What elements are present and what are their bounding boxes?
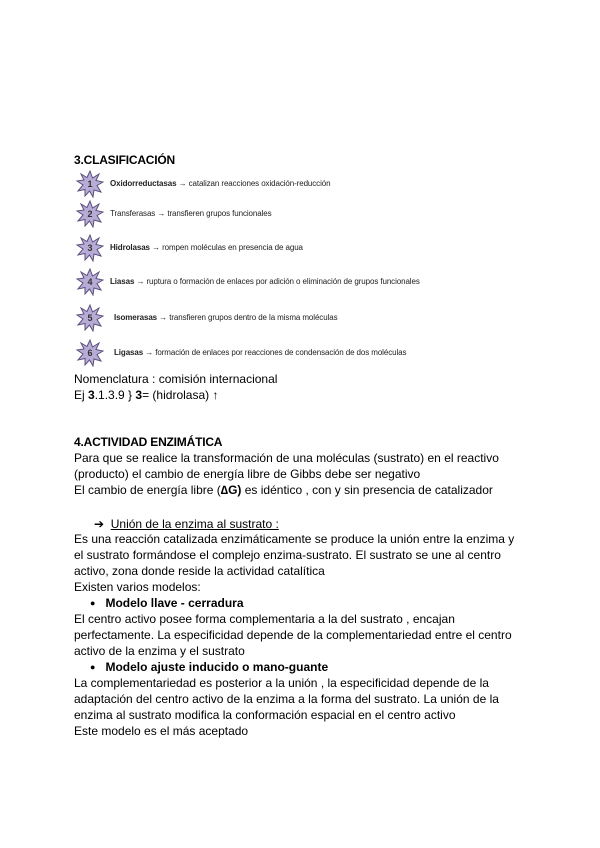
- star-badge-1-icon: 1: [76, 170, 104, 198]
- class-name: Oxidorreductasas: [110, 179, 177, 188]
- paragraph-line: activo de la enzima y el sustrato: [74, 644, 245, 658]
- class-name: Ligasas: [114, 348, 144, 357]
- arrow-item: [94, 516, 279, 532]
- section-3-title: 3.CLASIFICACIÓN: [74, 153, 176, 167]
- example-line: Ej 3.1.3.9 } 3= (hidrolasa) ↑: [74, 388, 219, 402]
- paragraph-line: perfectamente. La especificidad depende de la complementariedad entre el centro: [74, 628, 512, 642]
- class-name: Liasas: [110, 277, 135, 286]
- star-badge-3-icon: 3: [76, 234, 104, 262]
- star-badge-4-icon: 4: [76, 268, 104, 296]
- star-badge-2-icon: 2: [76, 200, 104, 228]
- bullet-icon: ●: [90, 662, 96, 672]
- paragraph-line: El centro activo posee forma complementaria a la del sustrato , encajan: [74, 612, 455, 626]
- paragraph-line: (producto) el cambio de energía libre de Gibbs debe ser negativo: [74, 467, 421, 481]
- paragraph-line: adaptación del centro activo de la enzima a la forma del sustrato. La unión de la: [74, 692, 499, 706]
- class-desc: → formación de enlaces por reacciones de condensación de dos moléculas: [145, 348, 407, 357]
- class-name: Isomerasas: [114, 313, 158, 322]
- class-name: Transferasas: [110, 209, 156, 218]
- class-desc: → ruptura o formación de enlaces por adición o eliminación de grupos funcionales: [136, 277, 420, 286]
- paragraph-line: enzima al sustrato modifica la conformación espacial en el centro activo: [74, 708, 456, 722]
- paragraph-line: La complementariedad es posterior a la unión , la especificidad depende de la: [74, 676, 489, 690]
- bullet-model-1: [90, 595, 244, 611]
- model-1-title: Modelo llave - cerradura: [105, 596, 244, 610]
- paragraph-line: el sustrato formándose el complejo enzima-sustrato. El sustrato se une al centro: [74, 548, 501, 562]
- paragraph-line: activo, zona donde reside la actividad catalítica: [74, 564, 325, 578]
- star-badge-6-icon: 6: [76, 339, 104, 367]
- arrow-right-icon: ➔: [94, 517, 105, 531]
- paragraph-line: Este modelo es el más aceptado: [74, 724, 249, 738]
- bullet-icon: ●: [90, 598, 96, 608]
- class-name: Hidrolasas: [110, 243, 150, 252]
- paragraph-line: Para que se realice la transformación de una moléculas (sustrato) en el reactivo: [74, 451, 499, 465]
- class-desc: → transfieren grupos funcionales: [157, 209, 272, 218]
- arrow-up-icon: ↑: [212, 388, 219, 402]
- paragraph-line: Es una reacción catalizada enzimáticamente se produce la unión entre la enzima y: [74, 532, 515, 546]
- paragraph-line: Existen varios modelos:: [74, 580, 201, 594]
- section-4-title: 4.ACTIVIDAD ENZIMÁTICA: [74, 435, 223, 449]
- bullet-model-2: [90, 659, 328, 675]
- union-title: Unión de la enzima al sustrato :: [110, 517, 279, 531]
- class-desc: → rompen moléculas en presencia de agua: [152, 243, 303, 252]
- nomenclatura-line: Nomenclatura : comisión internacional: [74, 372, 278, 386]
- class-desc: → transfieren grupos dentro de la misma moléculas: [159, 313, 338, 322]
- model-2-title: Modelo ajuste inducido o mano-guante: [105, 660, 329, 674]
- star-badge-5-icon: 5: [76, 304, 104, 332]
- paragraph-line: El cambio de energía libre (∆G) es idéntico , con y sin presencia de catalizador: [74, 483, 493, 497]
- class-desc: → catalizan reacciones oxidación-reducción: [178, 179, 331, 188]
